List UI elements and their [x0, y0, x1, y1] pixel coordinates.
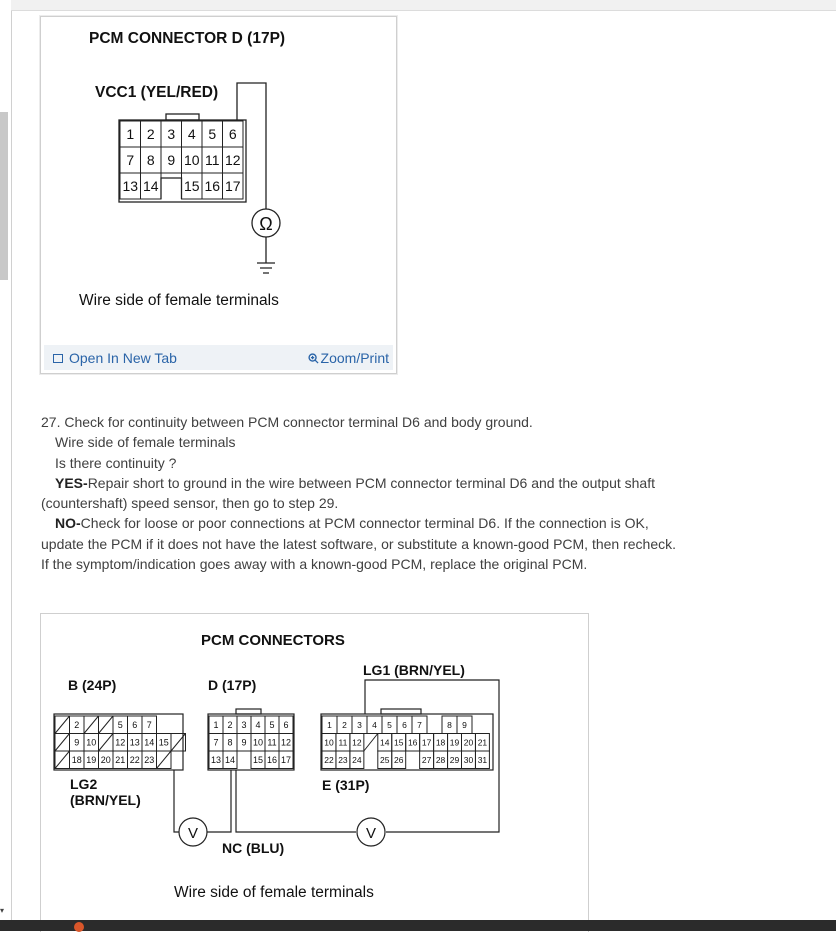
unused-pin-mark: [55, 716, 70, 734]
pin-number: 11: [204, 152, 220, 169]
new-tab-icon: [53, 354, 63, 363]
left-scrollbar[interactable]: [0, 0, 12, 931]
pin-number: 18: [71, 754, 82, 765]
pin-number: 8: [146, 152, 155, 169]
figure-toolbar: [44, 345, 393, 370]
pin-number: 19: [449, 737, 460, 748]
pin-number: 22: [129, 754, 140, 765]
scrollbar-thumb[interactable]: [0, 112, 8, 280]
b-connector-label: B (24P): [68, 677, 117, 693]
pin-number: 6: [228, 126, 237, 143]
pin-number: 12: [224, 152, 241, 169]
pin-number: 16: [266, 754, 278, 765]
pin-number: 26: [393, 754, 404, 765]
no-label: NO-: [55, 515, 81, 532]
wire-label: VCC1 (YEL/RED): [95, 84, 219, 101]
pin-number: 30: [463, 754, 474, 765]
lg1-label: LG1 (BRN/YEL): [363, 662, 465, 678]
pin-number: 28: [435, 754, 446, 765]
pin-number: 10: [252, 737, 264, 748]
probe-wire: [237, 83, 266, 209]
pin-number: 15: [183, 178, 200, 195]
pin-number: 3: [167, 126, 176, 143]
pin-number: 12: [352, 737, 362, 748]
zoom-print-link[interactable]: [308, 350, 389, 366]
pin-number: 15: [158, 737, 169, 748]
figure-caption: Wire side of female terminals: [174, 884, 374, 901]
e-pin-grid: [322, 716, 489, 769]
pin-number: 17: [421, 737, 432, 748]
pin-number: 16: [407, 737, 418, 748]
pin-number: 20: [463, 737, 474, 748]
open-in-new-tab-link[interactable]: [53, 350, 177, 366]
pin-number: 15: [393, 737, 404, 748]
no-text: Check for loose or poor connections at PCM connector terminal D6. If the connection is OK, update the PCM if it does not have the latest software, or substitute a known-good PCM, then recheck. If the symptom/indication goes away with a known-good PCM, replace the original PCM.: [41, 515, 677, 573]
pin-number: 6: [402, 719, 407, 730]
pin-number: 3: [357, 719, 362, 730]
pin-number: 9: [241, 737, 247, 748]
pin-number: 8: [447, 719, 452, 730]
pin-number: 27: [421, 754, 432, 765]
d-connector-label: D (17P): [208, 677, 257, 693]
unused-pin-mark: [55, 751, 70, 769]
diagram-title: PCM CONNECTOR D (17P): [89, 30, 286, 47]
pin-number: 7: [417, 719, 422, 730]
pin-number: 24: [352, 754, 362, 765]
unused-pin-mark: [364, 734, 378, 752]
e-connector-tab: [381, 709, 421, 714]
d-connector-tab: [236, 709, 261, 714]
pin-number: 5: [117, 719, 123, 730]
yes-answer: [41, 473, 681, 514]
pin-number: 15: [252, 754, 264, 765]
pin-number: 5: [269, 719, 275, 730]
pin-number: 10: [183, 152, 200, 169]
pin-number: 7: [213, 737, 219, 748]
pin-number: 14: [380, 737, 390, 748]
pin-number: 13: [129, 737, 140, 748]
connector-d-diagram: [41, 17, 396, 347]
pin-number: 10: [86, 737, 97, 748]
pin-number: 10: [324, 737, 334, 748]
pin-number: 14: [144, 737, 155, 748]
unused-pin-mark: [157, 751, 172, 769]
pin-number: 21: [115, 754, 126, 765]
step-question: Is there continuity ?: [55, 454, 177, 471]
pin-number: 5: [208, 126, 217, 143]
no-answer: [41, 513, 681, 574]
scroll-down-arrow-icon[interactable]: ▾: [0, 906, 5, 915]
unused-pin-mark: [84, 716, 99, 734]
unused-pin-mark: [55, 734, 70, 752]
nc-label: NC (BLU): [222, 840, 285, 856]
pin-number: 16: [204, 178, 221, 195]
open-link-label: Open In New Tab: [69, 350, 177, 366]
ohm-symbol: Ω: [259, 214, 273, 234]
pin-number: 29: [449, 754, 460, 765]
pin-number: 25: [380, 754, 390, 765]
pin-number: 20: [100, 754, 111, 765]
pin-number: 23: [144, 754, 155, 765]
nc-wire-left: [207, 770, 231, 832]
pin-number: 4: [187, 126, 196, 143]
pin-number: 9: [167, 152, 176, 169]
lg2-color-label: (BRN/YEL): [70, 792, 141, 808]
pin-number: 14: [142, 178, 159, 195]
yes-text: Repair short to ground in the wire between PCM connector terminal D6 and the output shaft (countershaft) speed sensor, then go to step 29.: [41, 474, 656, 512]
pin-number: 9: [462, 719, 467, 730]
pin-number: 2: [74, 719, 80, 730]
diagram-title: PCM CONNECTORS: [201, 632, 345, 649]
unused-pin-mark: [99, 716, 114, 734]
step-27-text: [41, 412, 681, 574]
zoom-icon: [308, 353, 319, 364]
step-heading: 27. Check for continuity between PCM connector terminal D6 and body ground.: [41, 414, 533, 430]
pin-number: 14: [224, 754, 236, 765]
top-toolbar-edge: [11, 0, 836, 11]
pin-number: 3: [241, 719, 247, 730]
pin-grid: [120, 121, 243, 199]
taskbar: [0, 920, 836, 931]
d-pin-grid: [209, 716, 293, 769]
pin-number: 2: [342, 719, 347, 730]
polarization-key: [161, 178, 182, 199]
pin-number: 7: [126, 152, 135, 169]
pin-number: 4: [372, 719, 377, 730]
pin-number: 9: [74, 737, 80, 748]
pin-number: 22: [324, 754, 334, 765]
pcm-connectors-diagram: [41, 614, 588, 932]
pin-number: 23: [338, 754, 348, 765]
connector-tab: [166, 114, 199, 120]
e-connector-label: E (31P): [322, 777, 370, 793]
unused-pin-mark: [99, 734, 114, 752]
figure-caption: Wire side of female terminals: [79, 292, 279, 309]
pin-number: 1: [213, 719, 219, 730]
pin-number: 17: [280, 754, 292, 765]
lg2-wire: [174, 770, 179, 832]
voltmeter-1-symbol: V: [187, 825, 199, 842]
voltmeter-2-symbol: V: [365, 825, 377, 842]
pin-number: 4: [255, 719, 261, 730]
pin-number: 21: [477, 737, 488, 748]
pin-number: 2: [146, 126, 155, 143]
pin-number: 2: [227, 719, 233, 730]
pin-number: 11: [267, 737, 277, 748]
pin-number: 17: [224, 178, 241, 195]
pin-number: 18: [435, 737, 446, 748]
figure-pcm-connector-d: [40, 16, 397, 374]
pin-number: 13: [210, 754, 222, 765]
pin-number: 12: [280, 737, 292, 748]
figure-pcm-connectors: [40, 613, 589, 932]
step-subline: Wire side of female terminals: [55, 434, 236, 451]
pin-number: 13: [122, 178, 139, 195]
lg2-label: LG2: [70, 776, 98, 792]
ground-icon: [257, 237, 275, 273]
pin-number: 1: [126, 126, 135, 143]
pin-number: 6: [283, 719, 289, 730]
pin-number: 12: [115, 737, 126, 748]
pin-number: 11: [338, 737, 348, 748]
b-pin-grid: [55, 716, 186, 769]
pin-number: 19: [86, 754, 97, 765]
zoom-link-label: Zoom/Print: [320, 350, 389, 366]
pin-number: 31: [477, 754, 488, 765]
pin-number: 8: [227, 737, 233, 748]
pin-number: 6: [132, 719, 138, 730]
pin-number: 1: [327, 719, 332, 730]
pin-number: 5: [387, 719, 392, 730]
pin-number: 7: [146, 719, 152, 730]
yes-label: YES-: [55, 474, 88, 491]
